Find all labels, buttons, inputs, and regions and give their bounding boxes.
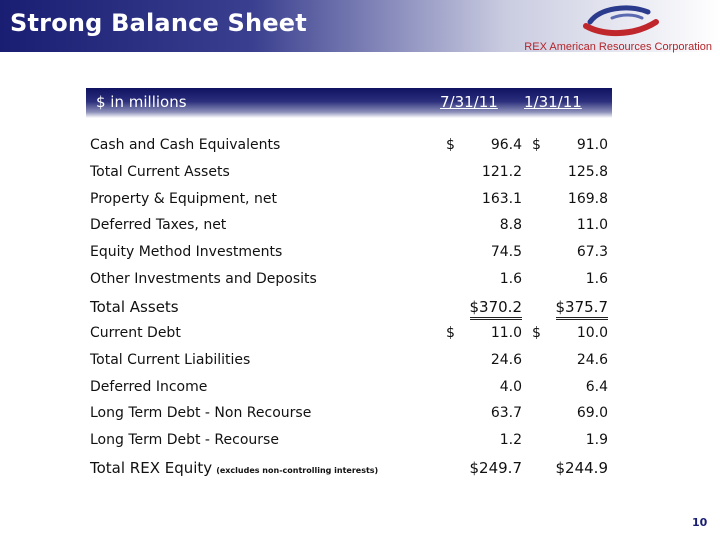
table-row: [90, 191, 610, 213]
units-label: $ in millions: [96, 93, 187, 111]
row-label: [90, 271, 317, 287]
value-number: $375.7: [556, 298, 609, 320]
row-label: [90, 325, 181, 341]
value-number: 10.0: [576, 325, 608, 341]
value-number: 163.1: [481, 191, 522, 207]
row-label: [90, 164, 230, 180]
row-label: [90, 244, 282, 260]
currency-symbol: $: [446, 325, 455, 341]
value-number: $244.9: [555, 459, 608, 477]
company-name: REX American Resources Corporation: [524, 41, 712, 53]
table-row: [90, 325, 610, 347]
row-label-text: Total Current Liabilities: [90, 352, 251, 368]
slide-title: Strong Balance Sheet: [10, 9, 307, 37]
row-label: [90, 191, 277, 207]
currency-symbol: $: [532, 137, 541, 153]
row-label-text: Property & Equipment, net: [90, 191, 277, 207]
row-label: [90, 217, 226, 233]
table-row: [90, 271, 610, 293]
value-number: 96.4: [490, 137, 522, 153]
value-number: 1.9: [585, 432, 608, 448]
value-number: 63.7: [490, 405, 522, 421]
row-label-text: Current Debt: [90, 325, 181, 341]
page-number: 10: [692, 516, 708, 529]
row-label: [90, 432, 279, 448]
row-label-text: Other Investments and Deposits: [90, 271, 317, 287]
table-row: [90, 432, 610, 454]
value-number: 6.4: [585, 379, 608, 395]
table-row: [90, 164, 610, 186]
currency-symbol: $: [446, 137, 455, 153]
value-number: 1.6: [585, 271, 608, 287]
value-number: 1.2: [499, 432, 522, 448]
row-label-text: Total Current Assets: [90, 164, 230, 180]
row-label: [90, 405, 311, 421]
value-number: $370.2: [470, 298, 523, 320]
row-label-text: Long Term Debt - Non Recourse: [90, 405, 312, 421]
row-label-text: Long Term Debt - Recourse: [90, 432, 279, 448]
row-label-text: Total Assets: [90, 298, 179, 316]
value-number: 69.0: [576, 405, 608, 421]
table-row: [90, 217, 610, 239]
row-label-text: Cash and Cash Equivalents: [90, 137, 281, 153]
value-number: 125.8: [567, 164, 608, 180]
value-number: 67.3: [576, 244, 608, 260]
table-row: [90, 405, 610, 427]
value-number: 24.6: [490, 352, 522, 368]
table-row: [90, 352, 610, 374]
column-header-jul-2011: 7/31/11: [440, 93, 498, 111]
table-row: [90, 298, 610, 320]
value-number: $249.7: [469, 459, 522, 477]
row-label: [90, 352, 250, 368]
value-number: 8.8: [499, 217, 522, 233]
row-label-text: Total REX Equity: [90, 459, 213, 477]
value-number: 1.6: [499, 271, 522, 287]
currency-symbol: $: [532, 325, 541, 341]
rex-logo-icon: [582, 2, 662, 40]
table-row: [90, 379, 610, 401]
value-number: 4.0: [499, 379, 522, 395]
value-number: 74.5: [490, 244, 522, 260]
value-number: 169.8: [567, 191, 608, 207]
column-header-jan-2011: 1/31/11: [524, 93, 582, 111]
row-note: (excludes non-controlling interests): [216, 466, 379, 475]
table-row: [90, 244, 610, 266]
value-number: 11.0: [576, 217, 608, 233]
row-label-text: Equity Method Investments: [90, 244, 283, 260]
row-label: [90, 459, 378, 477]
row-label: [90, 137, 280, 153]
value-number: 24.6: [576, 352, 608, 368]
row-label-text: Deferred Taxes, net: [90, 217, 227, 233]
row-label: [90, 379, 207, 395]
value-number: 121.2: [481, 164, 522, 180]
table-row: [90, 459, 610, 481]
value-number: 91.0: [576, 137, 608, 153]
row-label-text: Deferred Income: [90, 379, 208, 395]
row-label: [90, 298, 179, 316]
value-number: 11.0: [490, 325, 522, 341]
table-row: [90, 137, 610, 159]
